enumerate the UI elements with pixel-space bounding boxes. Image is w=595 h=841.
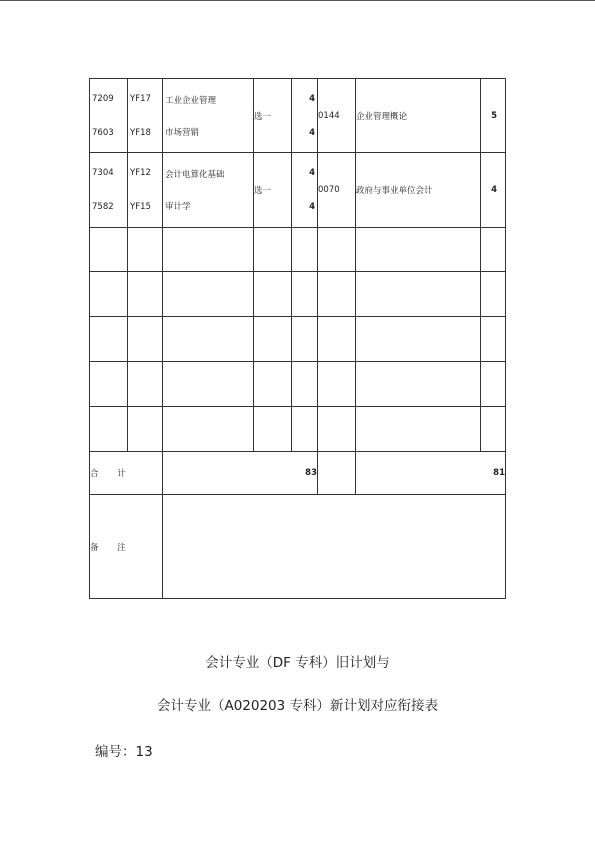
old-course: 会计电算化基础 bbox=[165, 170, 225, 180]
remarks-row bbox=[90, 495, 506, 599]
old-course-cell bbox=[163, 153, 254, 228]
empty-row bbox=[90, 407, 506, 452]
old-credit: 4 bbox=[309, 127, 315, 138]
old-code: 7603 bbox=[92, 127, 114, 138]
credit-cell bbox=[292, 79, 318, 153]
remark-content bbox=[163, 495, 506, 599]
old-course: 市场营销 bbox=[165, 127, 200, 138]
empty-row bbox=[90, 362, 506, 407]
table-row bbox=[90, 153, 506, 228]
old-code-cell bbox=[90, 79, 128, 153]
total-label: 合 计 bbox=[90, 452, 163, 495]
new-total: 81 bbox=[356, 452, 506, 495]
document-number: 编号：13 bbox=[95, 744, 153, 760]
new-credit-cell: 4 bbox=[481, 153, 506, 228]
old-total: 83 bbox=[163, 452, 318, 495]
old-code: 7304 bbox=[92, 168, 114, 178]
old-id: YF18 bbox=[130, 127, 151, 138]
old-course-cell bbox=[163, 79, 254, 153]
empty-row bbox=[90, 272, 506, 317]
old-course: 审计学 bbox=[165, 202, 191, 212]
old-course: 工业企业管理 bbox=[165, 95, 217, 106]
old-credit: 4 bbox=[309, 168, 315, 178]
new-code-cell: 0070 bbox=[318, 153, 356, 228]
old-id: YF12 bbox=[130, 168, 151, 178]
old-id-cell bbox=[128, 153, 163, 228]
new-credit-cell: 5 bbox=[481, 79, 506, 153]
choice-cell: 选一 bbox=[254, 79, 292, 153]
new-course-cell: 政府与事业单位会计 bbox=[356, 153, 481, 228]
old-code-cell bbox=[90, 153, 128, 228]
empty-row bbox=[90, 228, 506, 272]
credit-cell bbox=[292, 153, 318, 228]
old-code: 7209 bbox=[92, 93, 114, 104]
course-mapping-table bbox=[89, 78, 506, 599]
old-code: 7582 bbox=[92, 202, 114, 212]
document-title-line1: 会计专业（DF 专科）旧计划与 bbox=[205, 655, 390, 671]
top-rule bbox=[0, 0, 595, 1]
table-row bbox=[90, 79, 506, 153]
choice-cell: 选一 bbox=[254, 153, 292, 228]
total-row bbox=[90, 452, 506, 495]
new-course-cell: 企业管理概论 bbox=[356, 79, 481, 153]
new-code-cell: 0144 bbox=[318, 79, 356, 153]
old-id-cell bbox=[128, 79, 163, 153]
old-credit: 4 bbox=[309, 93, 315, 104]
old-id: YF17 bbox=[130, 93, 151, 104]
remark-label: 备 注 bbox=[90, 495, 163, 599]
old-credit: 4 bbox=[309, 202, 315, 212]
empty-row bbox=[90, 317, 506, 362]
document-title-line2: 会计专业（A020203 专科）新计划对应衔接表 bbox=[156, 698, 439, 714]
old-id: YF15 bbox=[130, 202, 151, 212]
